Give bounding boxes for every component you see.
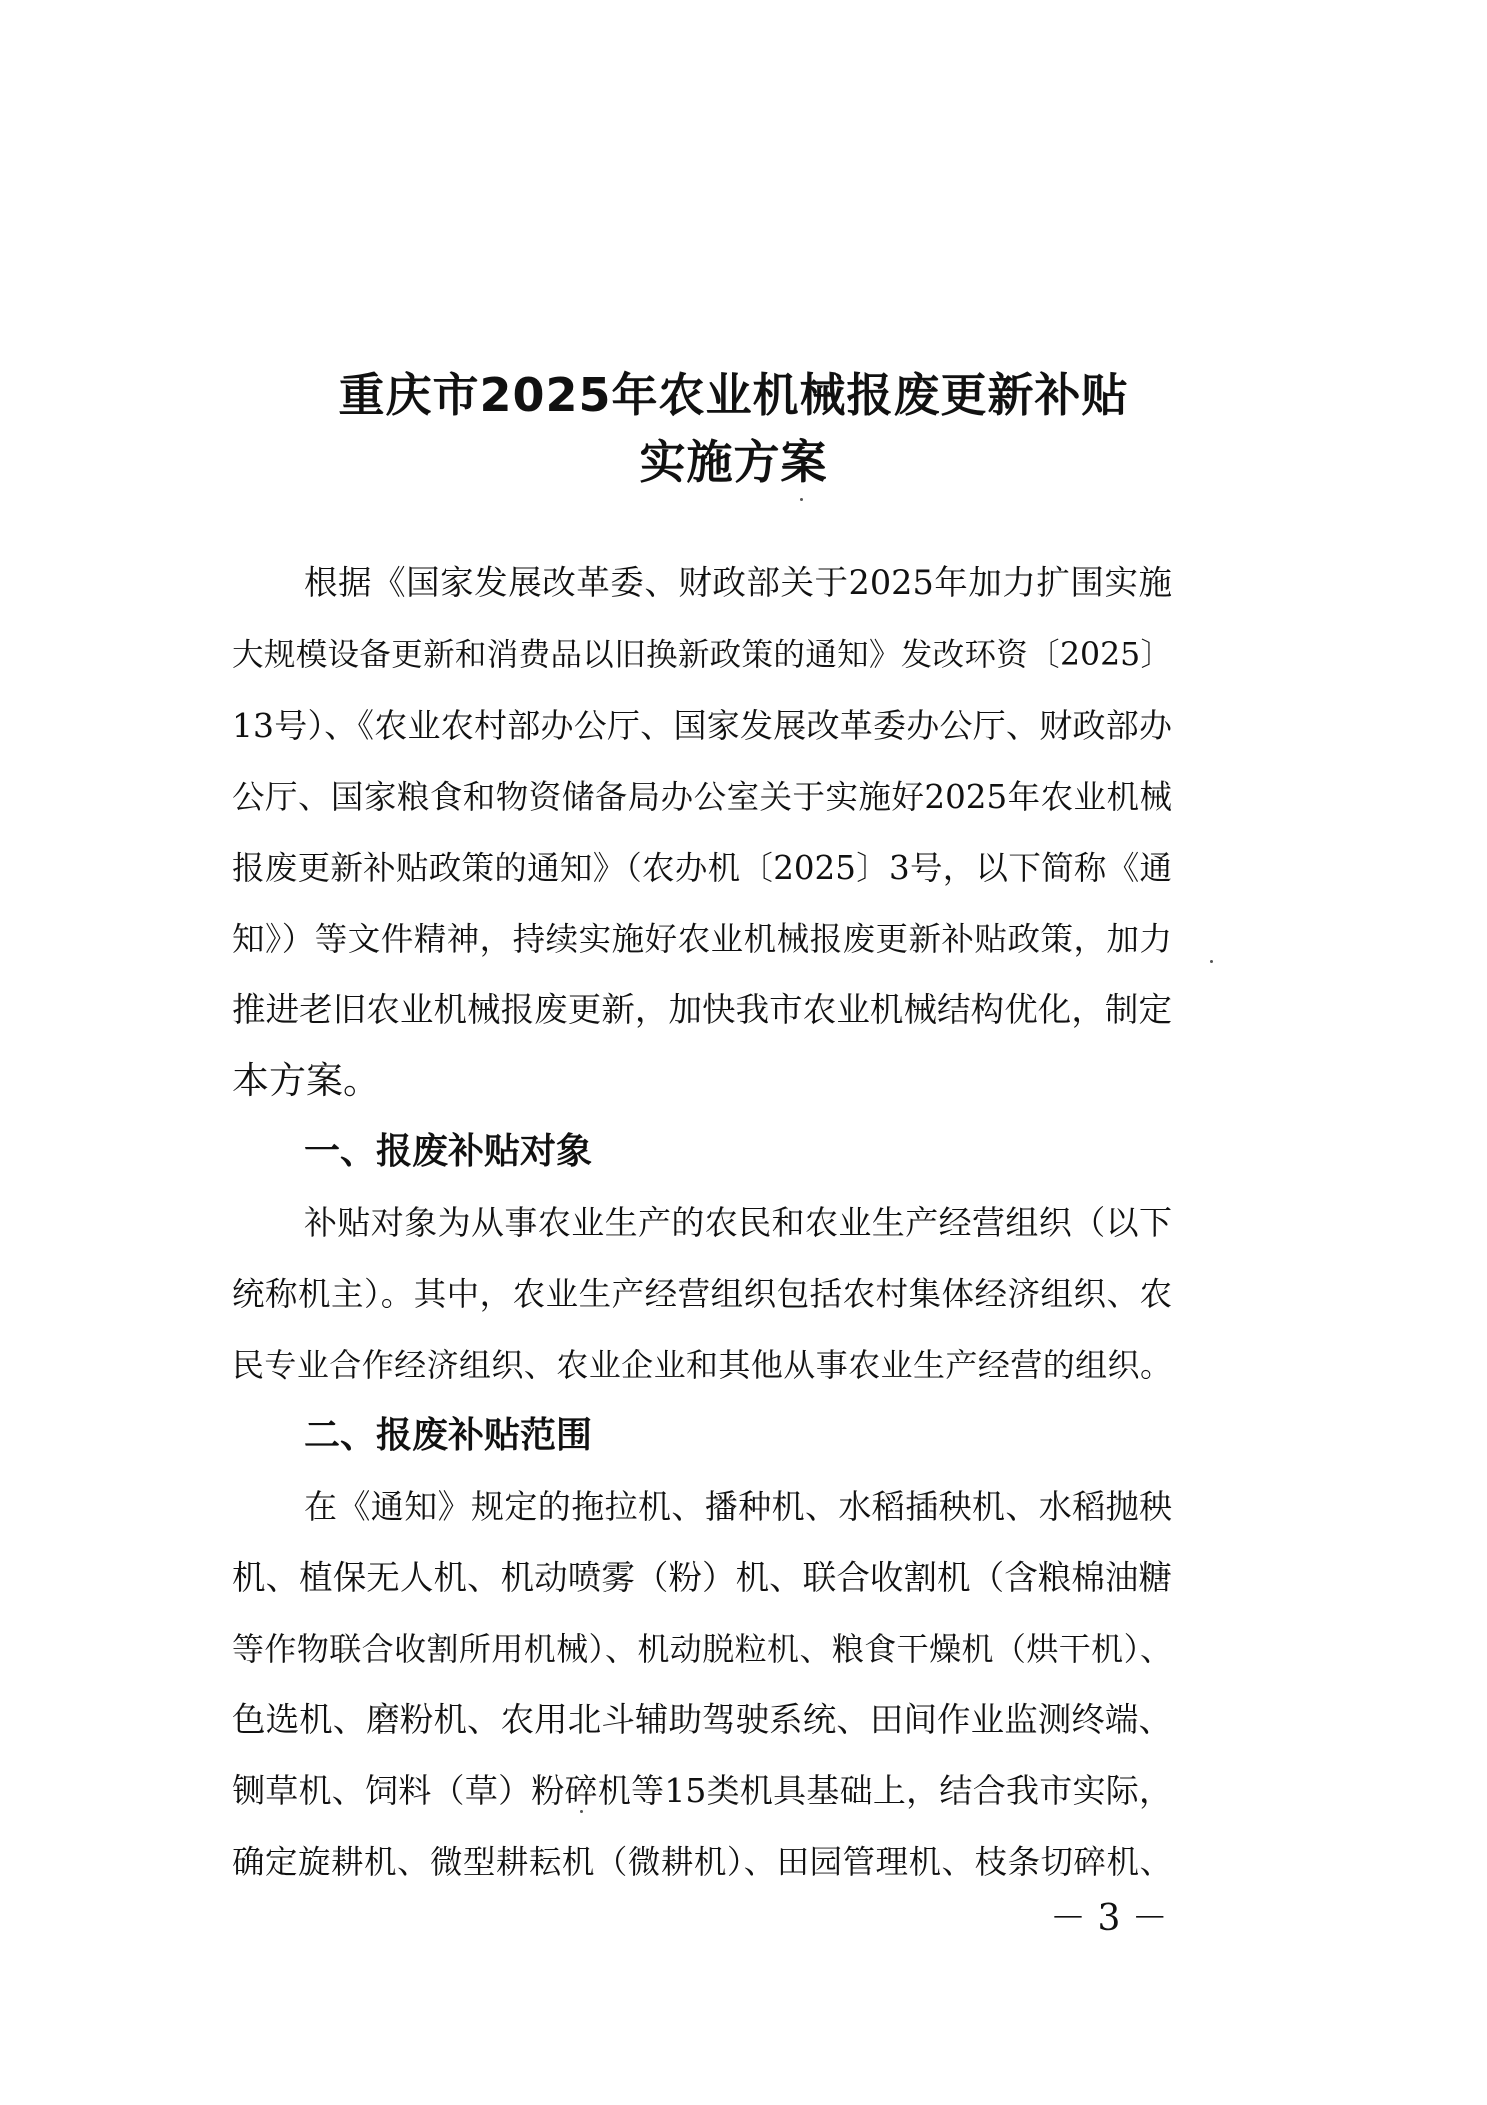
section-1-line-3: 民专业合作经济组织、农业企业和其他从事农业生产经营的组织。 (232, 1346, 1172, 1384)
intro-line-5: 报废更新补贴政策的通知》（农办机〔2025〕3号，以下简称《通 (232, 849, 1172, 887)
section-2-line-5: 铡草机、饲料（草）粉碎机等15类机具基础上，结合我市实际， (232, 1771, 1172, 1810)
intro-line-3: 13号）、《农业农村部办公厅、国家发展改革委办公厅、财政部办 (232, 706, 1172, 745)
scan-speck (800, 498, 803, 501)
section-2-heading: 二、报废补贴范围 (304, 1415, 593, 1456)
page-number: － 3 － (1050, 1898, 1168, 1939)
section-2-line-1: 在《通知》规定的拖拉机、播种机、水稻插秧机、水稻抛秧 (304, 1487, 1172, 1526)
section-1-line-1: 补贴对象为从事农业生产的农民和农业生产经营组织（以下 (304, 1203, 1172, 1242)
section-1-heading: 一、报废补贴对象 (304, 1131, 593, 1172)
document-title-line-1: 重庆市2025年农业机械报废更新补贴 (338, 368, 1129, 422)
section-2-line-4: 色选机、磨粉机、农用北斗辅助驾驶系统、田间作业监测终端、 (232, 1700, 1172, 1739)
document-title-line-2: 实施方案 (639, 435, 828, 489)
section-2-line-6: 确定旋耕机、微型耕耘机（微耕机）、田园管理机、枝条切碎机、 (232, 1843, 1172, 1881)
section-1-line-2: 统称机主）。其中，农业生产经营组织包括农村集体经济组织、农 (232, 1275, 1172, 1313)
intro-line-4: 公厅、国家粮食和物资储备局办公室关于实施好2025年农业机械 (232, 778, 1172, 816)
intro-line-2: 大规模设备更新和消费品以旧换新政策的通知》发改环资〔2025〕 (232, 637, 1172, 673)
intro-line-1: 根据《国家发展改革委、财政部关于2025年加力扩围实施 (304, 563, 1172, 602)
intro-line-8: 本方案。 (232, 1059, 380, 1102)
intro-line-6: 知》）等文件精神，持续实施好农业机械报废更新补贴政策，加力 (232, 920, 1172, 958)
section-2-line-2: 机、植保无人机、机动喷雾（粉）机、联合收割机（含粮棉油糖 (232, 1558, 1172, 1597)
scan-speck (1210, 960, 1213, 963)
intro-line-7: 推进老旧农业机械报废更新，加快我市农业机械结构优化，制定 (232, 990, 1172, 1029)
section-2-line-3: 等作物联合收割所用机械）、机动脱粒机、粮食干燥机（烘干机）、 (232, 1630, 1172, 1668)
scan-speck (580, 1810, 583, 1813)
